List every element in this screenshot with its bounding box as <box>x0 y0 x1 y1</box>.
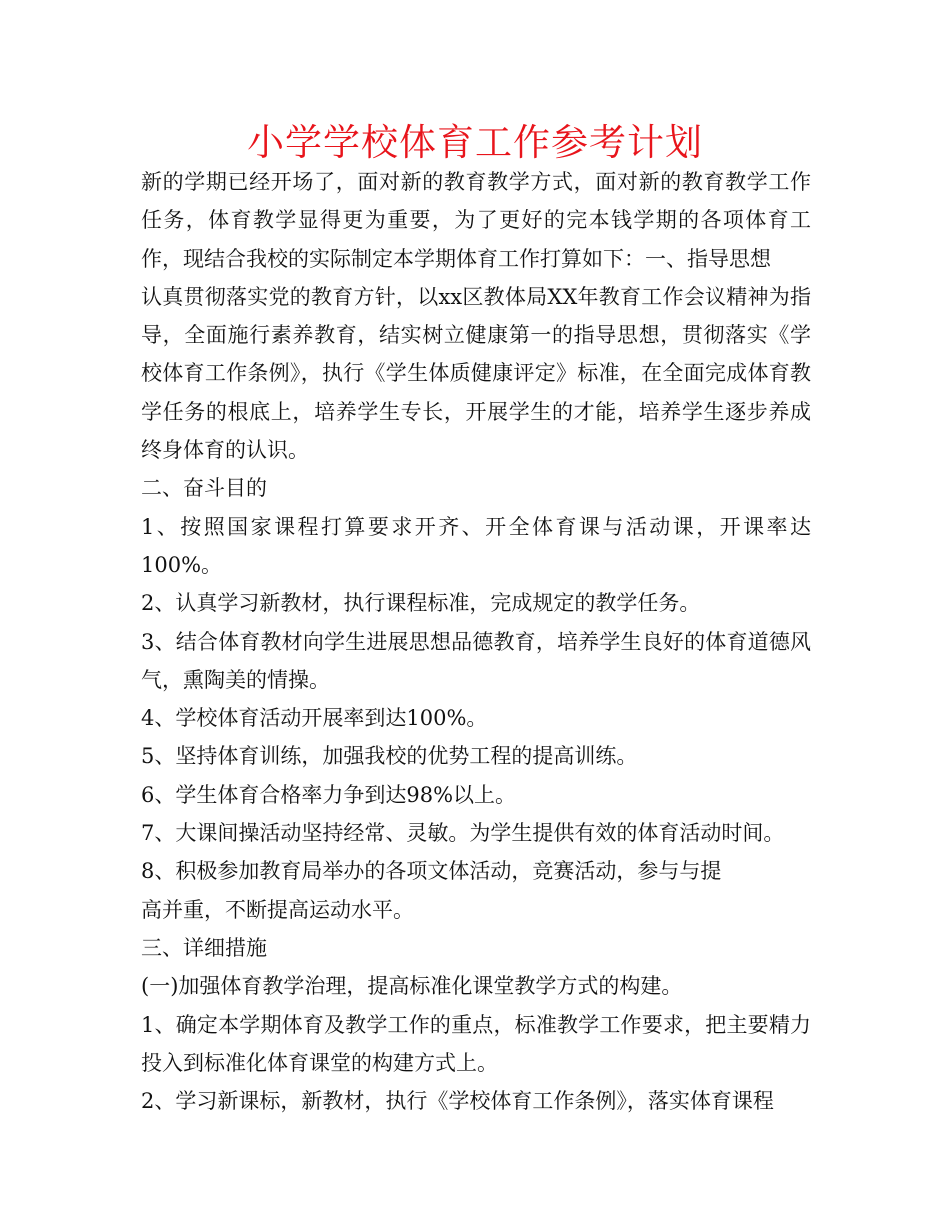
document-body <box>141 163 811 1120</box>
goal-item-6: 6、学生体育合格率力争到达98%以上。 <box>141 782 517 807</box>
paragraph-guiding-thought: 认真贯彻落实党的教育方针，以xx区教体局XX年教育工作会议精神为指导，全面施行素养教育，结实树立健康第一的指导思想，贯彻落实《学校体育工作条例》，执行《学生体质健康评定》标准，在全面完成体育教学任务的根底上，培养学生专长，开展学生的才能，培养学生逐步养成终身体育的认识。 <box>141 284 811 463</box>
goal-item-2: 2、认真学习新教材，执行课程标准，完成规定的教学任务。 <box>141 591 701 616</box>
goal-item-8-continued: 高并重，不断提高运动水平。 <box>141 897 414 922</box>
goal-item-8: 8、积极参加教育局举办的各项文体活动，竞赛活动，参与与提 <box>141 859 722 884</box>
goal-item-3: 3、结合体育教材向学生进展思想品德教育，培养学生良好的体育道德风气，熏陶美的情操。 <box>141 629 811 692</box>
goal-item-7: 7、大课间操活动坚持经常、灵敏。为学生提供有效的体育活动时间。 <box>141 821 785 846</box>
subsection-heading-1: (一)加强体育教学治理，提高标准化课堂教学方式的构建。 <box>141 974 683 999</box>
goal-item-4: 4、学校体育活动开展率到达100%。 <box>141 706 488 731</box>
goal-item-5: 5、坚持体育训练，加强我校的优势工程的提高训练。 <box>141 744 638 769</box>
goal-item-1: 1、按照国家课程打算要求开齐、开全体育课与活动课，开课率达100%。 <box>141 514 811 577</box>
section-heading-measures: 三、详细措施 <box>141 935 267 960</box>
measure-item-1: 1、确定本学期体育及教学工作的重点，标准教学工作要求，把主要精力投入到标准化体育课堂的构建方式上。 <box>141 1012 811 1075</box>
section-heading-goals: 二、奋斗目的 <box>141 476 267 501</box>
paragraph-intro: 新的学期已经开场了，面对新的教育教学方式，面对新的教育教学工作任务，体育教学显得更为重要，为了更好的完本钱学期的各项体育工作，现结合我校的实际制定本学期体育工作打算如下：一、指导思想 <box>141 170 811 271</box>
document-title: 小学学校体育工作参考计划 <box>247 121 703 164</box>
measure-item-2: 2、学习新课标，新教材，执行《学校体育工作条例》，落实体育课程 <box>141 1089 774 1114</box>
